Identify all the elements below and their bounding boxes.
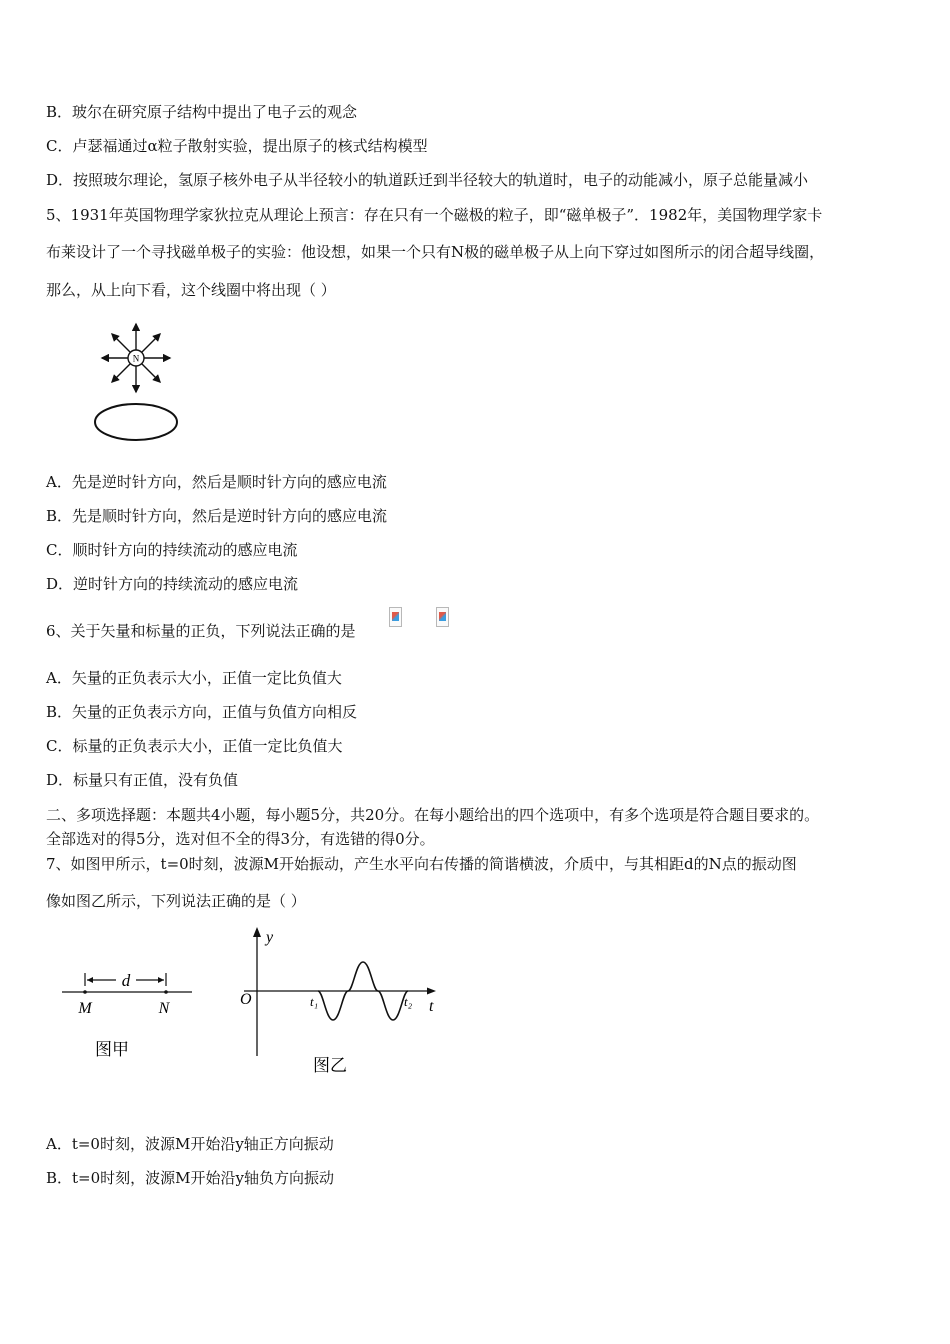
label-n: N	[158, 1000, 170, 1017]
q5-option-a: A．先是逆时针方向，然后是顺时针方向的感应电流	[46, 473, 387, 491]
distance-label: d	[121, 971, 131, 990]
monopole-coil-figure	[88, 318, 188, 448]
monopole-label: N	[132, 353, 140, 364]
q6-option-b: B．矢量的正负表示方向，正值与负值方向相反	[46, 703, 358, 721]
figure-jia	[58, 962, 198, 1062]
point-m	[83, 990, 87, 994]
q6-option-d: D．标量只有正值，没有负值	[46, 771, 239, 789]
t-axis-label: t	[429, 998, 434, 1015]
q4-option-d: D．按照玻尔理论，氢原子核外电子从半径较小的轨道跃迁到半径较大的轨道时，电子的动能减小，原子总能量减小	[46, 171, 809, 189]
q7-stem-line2: 像如图乙所示，下列说法正确的是（ ）	[46, 892, 306, 910]
q5-stem-line1: 5、1931年英国物理学家狄拉克从理论上预言：存在只有一个磁极的粒子，即“磁单极子”．1982年，美国物理学家卡	[46, 206, 823, 224]
q5-stem-line2: 布莱设计了一个寻找磁单极子的实验：他设想，如果一个只有N极的磁单极子从上向下穿过如图所示的闭合超导线圈，	[46, 243, 825, 261]
q7-option-b: B．t=0时刻，波源M开始沿y轴负方向振动	[46, 1169, 334, 1187]
broken-image-icon	[389, 607, 402, 627]
q6-option-a: A．矢量的正负表示大小，正值一定比负值大	[46, 669, 342, 687]
caption-yi: 图乙	[313, 1056, 347, 1076]
t1-label: t₁	[310, 994, 319, 1009]
t2-label: t₂	[404, 994, 413, 1009]
q7-stem-line1: 7、如图甲所示，t=0时刻，波源M开始振动，产生水平向右传播的简谐横波，介质中，与其相距d的N点的振动图	[46, 855, 797, 873]
section2-line1: 二、多项选择题：本题共4小题，每小题5分，共20分。在每小题给出的四个选项中，有多个选项是符合题目要求的。	[46, 806, 820, 824]
point-n	[164, 990, 168, 994]
q4-option-b: B．玻尔在研究原子结构中提出了电子云的观念	[46, 103, 358, 121]
q7-option-a: A．t=0时刻，波源M开始沿y轴正方向振动	[46, 1135, 334, 1153]
caption-jia: 图甲	[95, 1040, 129, 1060]
q5-option-b: B．先是顺时针方向，然后是逆时针方向的感应电流	[46, 507, 388, 525]
broken-image-icon	[436, 607, 449, 627]
q5-option-d: D．逆时针方向的持续流动的感应电流	[46, 575, 299, 593]
label-m: M	[78, 1000, 92, 1017]
q5-option-c: C．顺时针方向的持续流动的感应电流	[46, 541, 298, 559]
q6-stem: 6、关于矢量和标量的正负，下列说法正确的是	[46, 622, 356, 640]
figure-yi	[230, 924, 445, 1076]
q4-option-c: C．卢瑟福通过α粒子散射实验，提出原子的核式结构模型	[46, 137, 428, 155]
q6-option-c: C．标量的正负表示大小，正值一定比负值大	[46, 737, 343, 755]
section2-line2: 全部选对的得5分，选对但不全的得3分，有选错的得0分。	[46, 830, 435, 848]
q5-stem-line3: 那么，从上向下看，这个线圈中将出现（ ）	[46, 281, 336, 299]
superconducting-coil	[95, 404, 177, 440]
origin-label: O	[240, 991, 252, 1008]
y-axis-label: y	[266, 929, 274, 946]
